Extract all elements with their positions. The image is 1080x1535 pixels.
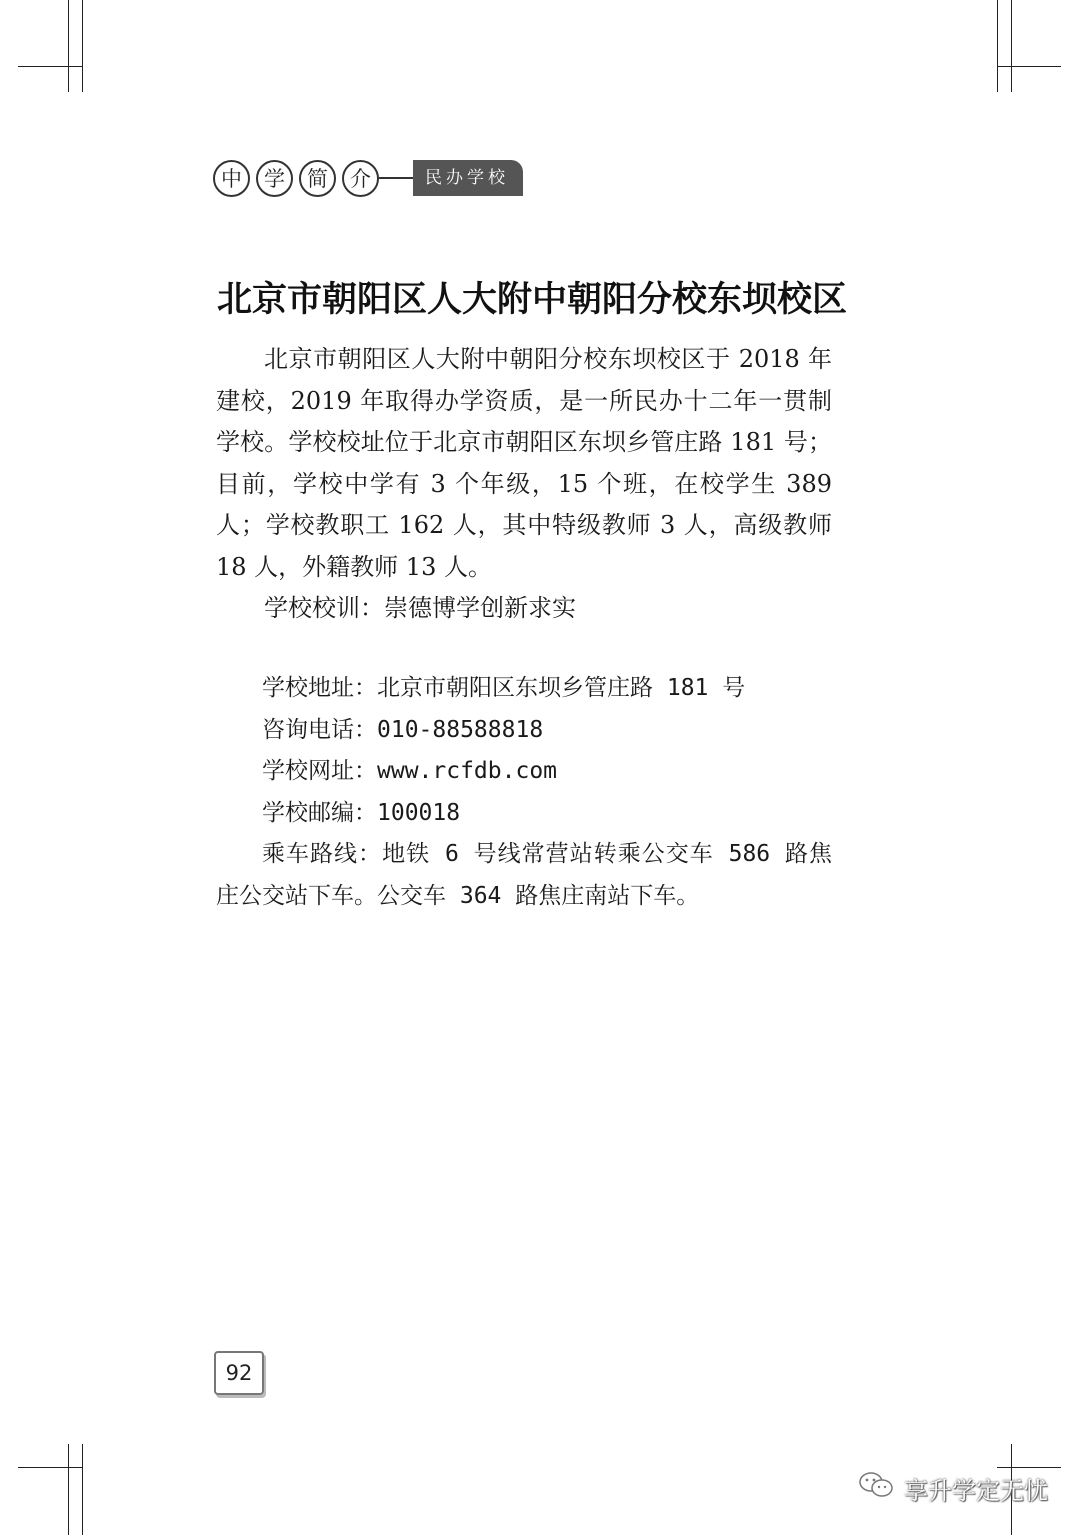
header-divider <box>379 177 413 179</box>
header-char-circle: 中 <box>213 160 250 197</box>
school-description <box>216 339 832 630</box>
crop-mark <box>82 1444 83 1535</box>
postcode-line <box>216 793 832 835</box>
crop-mark <box>997 66 1061 67</box>
route-line <box>216 834 832 917</box>
address-line <box>216 668 832 710</box>
crop-mark <box>997 0 998 92</box>
crop-mark <box>1011 0 1012 92</box>
postcode-value: 100018 <box>377 799 461 826</box>
header-char-circle: 介 <box>342 160 379 197</box>
website-value: www.rcfdb.com <box>377 758 558 784</box>
header-char-circle: 简 <box>299 160 336 197</box>
intro-paragraph: 北京市朝阳区人大附中朝阳分校东坝校区于 2018 年建校，2019 年取得办学资质，是一所民办十二年一贯制学校。学校校址位于北京市朝阳区东坝乡管庄路 181 号；目前，学校中学有 3 个年级，15 个班，在校学生 389 人；学校教职工 162 人，其中特级教师 3 人，高级教师 18 人，外籍教师 13 人。 <box>216 345 832 581</box>
phone-value: 010-88588818 <box>377 716 544 743</box>
crop-mark <box>997 1467 1061 1468</box>
section-header <box>213 157 523 199</box>
phone-line <box>216 710 832 752</box>
address-label: 学校地址： <box>262 675 377 701</box>
contact-info <box>216 668 832 917</box>
watermark <box>858 1471 1048 1505</box>
address-value: 北京市朝阳区东坝乡管庄路 181 号 <box>377 675 746 701</box>
crop-mark <box>68 1444 69 1535</box>
crop-mark <box>18 66 82 67</box>
crop-mark <box>82 0 83 92</box>
wechat-icon <box>858 1470 894 1506</box>
header-char-circle: 学 <box>256 160 293 197</box>
postcode-label: 学校邮编： <box>262 799 377 826</box>
crop-mark <box>68 0 69 92</box>
motto-paragraph: 学校校训：崇德博学创新求实 <box>264 594 576 622</box>
website-label: 学校网址： <box>262 758 377 784</box>
page-number: 92 <box>214 1351 264 1395</box>
route-label: 乘车路线： <box>262 841 383 867</box>
website-line <box>216 751 832 793</box>
crop-mark <box>18 1467 82 1468</box>
category-tag: 民办学校 <box>413 160 523 196</box>
watermark-text: 享升学定无忧 <box>904 1476 1048 1505</box>
route-value: 地铁 6 号线常营站转乘公交车 586 路焦庄公交站下车。公交车 364 路焦庄南站下车。 <box>216 841 833 909</box>
phone-label: 咨询电话： <box>262 716 377 743</box>
page-title: 北京市朝阳区人大附中朝阳分校东坝校区 <box>217 280 848 320</box>
